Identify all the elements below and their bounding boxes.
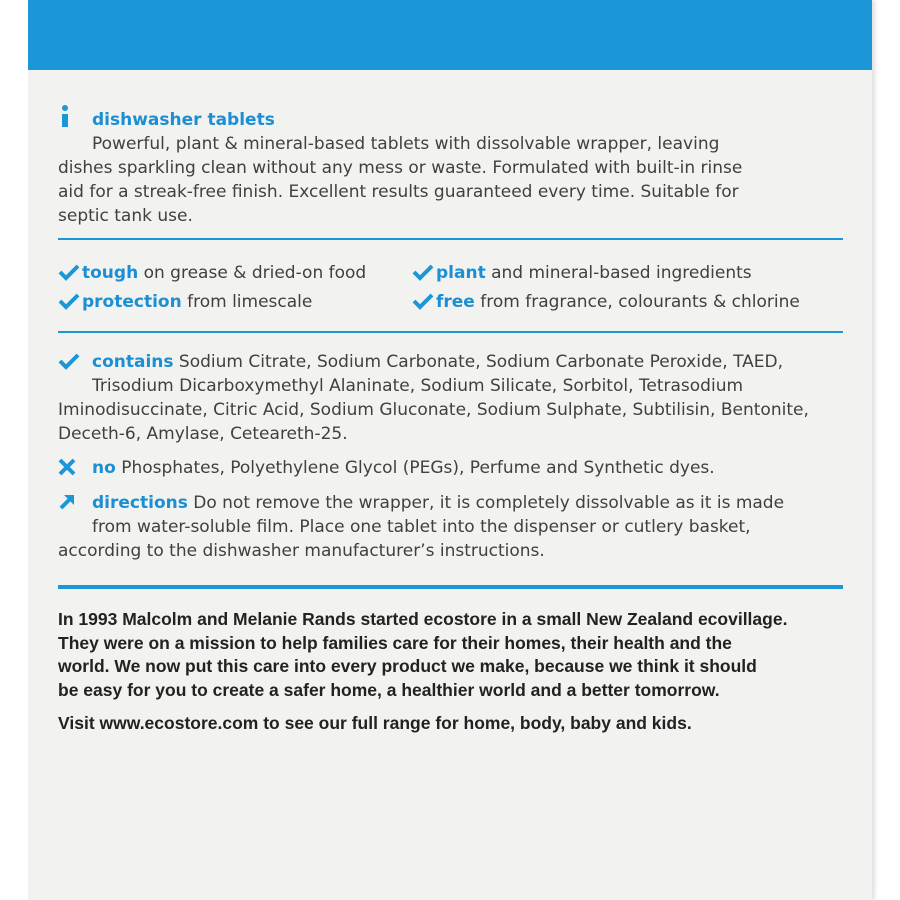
feature-plant bbox=[412, 261, 752, 285]
divider bbox=[58, 585, 843, 589]
visit-text: Visit www.ecostore.com to see our full range for home, body, baby and kids. bbox=[58, 713, 692, 733]
feature-text: and mineral-based ingredients bbox=[491, 263, 752, 283]
contains-line: Iminodisuccinate, Citric Acid, Sodium Gluconate, Sodium Sulphate, Subtilisin, Bentonite, bbox=[58, 400, 809, 420]
about-line: They were on a mission to help families care for their homes, their health and the bbox=[58, 632, 732, 653]
intro-line: septic tank use. bbox=[58, 206, 193, 226]
no-section bbox=[58, 456, 848, 480]
no-key: no bbox=[92, 458, 116, 478]
about-line: In 1993 Malcolm and Melanie Rands started ecostore in a small New Zealand ecovillage. bbox=[58, 609, 788, 629]
about-line: world. We now put this care into every product we make, because we think it should bbox=[58, 656, 757, 676]
feature-key: free bbox=[436, 292, 475, 312]
feature-tough bbox=[58, 261, 366, 285]
contains-line: Sodium Citrate, Sodium Carbonate, Sodium Carbonate Peroxide, TAED, bbox=[178, 352, 784, 372]
intro-title: dishwasher tablets bbox=[92, 110, 275, 130]
feature-protection bbox=[58, 290, 312, 314]
contains-line: Trisodium Dicarboxymethyl Alaninate, Sodium Silicate, Sorbitol, Tetrasodium bbox=[92, 376, 744, 396]
divider bbox=[58, 238, 843, 240]
arrow-up-right-icon bbox=[58, 491, 92, 515]
feature-key: plant bbox=[436, 263, 486, 283]
contains-key: contains bbox=[92, 352, 174, 372]
check-icon bbox=[58, 350, 92, 374]
intro-line: dishes sparkling clean without any mess or waste. Formulated with built-in rinse bbox=[58, 158, 743, 178]
feature-text: from fragrance, colourants & chlorine bbox=[480, 292, 800, 312]
directions-line: Do not remove the wrapper, it is completely dissolvable as it is made bbox=[193, 493, 785, 513]
about-section bbox=[58, 608, 858, 702]
feature-text: from limescale bbox=[187, 292, 313, 312]
intro-line: aid for a streak-free finish. Excellent results guaranteed every time. Suitable for bbox=[58, 182, 739, 202]
intro-section bbox=[58, 104, 848, 228]
feature-key: tough bbox=[82, 263, 139, 283]
feature-free bbox=[412, 290, 800, 314]
feature-text: on grease & dried-on food bbox=[143, 263, 367, 283]
directions-section bbox=[58, 491, 848, 563]
about-line: be easy for you to create a safer home, a healthier world and a better tomorrow. bbox=[58, 679, 720, 700]
check-icon bbox=[58, 290, 82, 314]
contains-section bbox=[58, 350, 848, 446]
cross-icon bbox=[58, 456, 92, 480]
directions-key: directions bbox=[92, 493, 188, 513]
check-icon bbox=[412, 290, 436, 314]
contains-line: Deceth-6, Amylase, Ceteareth-25. bbox=[58, 424, 348, 444]
intro-line: Powerful, plant & mineral-based tablets with dissolvable wrapper, leaving bbox=[92, 134, 720, 154]
check-icon bbox=[58, 261, 82, 285]
no-text: Phosphates, Polyethylene Glycol (PEGs), Perfume and Synthetic dyes. bbox=[121, 458, 715, 478]
divider bbox=[58, 331, 843, 333]
check-icon bbox=[412, 261, 436, 285]
directions-line: according to the dishwasher manufacturer’s instructions. bbox=[58, 541, 545, 561]
directions-line: from water-soluble film. Place one tablet into the dispenser or cutlery basket, bbox=[92, 517, 751, 537]
info-icon bbox=[58, 104, 92, 132]
feature-key: protection bbox=[82, 292, 182, 312]
top-blue-band bbox=[28, 0, 872, 70]
